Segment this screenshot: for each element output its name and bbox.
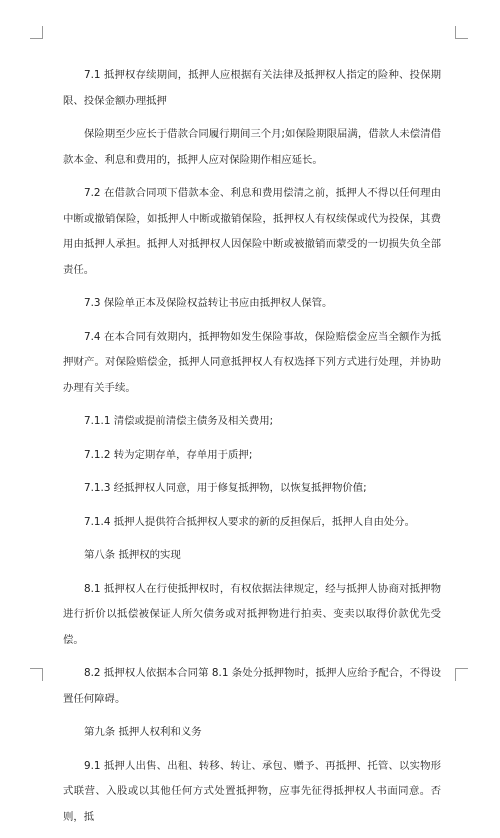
clause-7-1-2: 7.1.2 转为定期存单，存单用于质押; xyxy=(84,448,253,461)
crop-mark-top-left xyxy=(30,26,43,39)
crop-mark-bottom-right xyxy=(455,668,468,681)
crop-mark-top-right xyxy=(455,26,468,39)
clause-7-1-1: 7.1.1 清偿或提前清偿主债务及相关费用; xyxy=(84,415,274,427)
clause-9-1: 9.1 抵押人出售、出租、转移、转让、承包、赠予、再抵押、托管、以实物形式联营、入股或以其他任何方式处置抵押物，应事先征得抵押权人书面同意。否则，抵 xyxy=(63,759,441,823)
clause-8-1: 8.1 抵押权人在行使抵押权时，有权依据法律规定，经与抵押人协商对抵押物进行折价以抵偿被保证人所欠债务或对抵押物进行拍卖、变卖以取得价款优先受偿。 xyxy=(63,582,441,646)
clause-7-2: 7.2 在借款合同项下借款本金、利息和费用偿清之前，抵押人不得以任何理由中断或撤销保险，如抵押人中断或撤销保险，抵押权人有权续保或代为投保，其费用由抵押人承担。抵押人对抵押权人因保险中断或被撤销而蒙受的一切损失负全部责任。 xyxy=(63,187,441,276)
clause-8-2: 8.2 抵押权人依据本合同第 8.1 条处分抵押物时，抵押人应给予配合，不得设置任何障碍。 xyxy=(63,667,441,705)
clause-7-3: 7.3 保险单正本及保险权益转让书应由抵押权人保管。 xyxy=(84,297,333,309)
clause-7-1-insurance-period: 保险期至少应长于借款合同履行期间三个月;如保险期限届满，借款人未偿清借款本金、利息和费用的，抵押人应对保险期作相应延长。 xyxy=(63,128,441,166)
article-9-heading: 第九条 抵押人权利和义务 xyxy=(84,726,202,738)
clause-7-1: 7.1 抵押权存续期间，抵押人应根据有关法律及抵押权人指定的险种、投保期限、投保金额办理抵押 xyxy=(63,69,441,107)
document-body xyxy=(63,63,441,838)
crop-mark-bottom-left xyxy=(30,668,43,681)
article-8-heading: 第八条 抵押权的实现 xyxy=(84,549,181,561)
clause-7-1-4: 7.1.4 抵押人提供符合抵押权人要求的新的反担保后，抵押人自由处分。 xyxy=(84,515,416,528)
clause-7-1-3: 7.1.3 经抵押权人同意，用于修复抵押物，以恢复抵押物价值; xyxy=(84,482,367,494)
clause-7-4: 7.4 在本合同有效期内，抵押物如发生保险事故，保险赔偿金应当全额作为抵押财产。对保险赔偿金，抵押人同意抵押权人有权选择下列方式进行处理，并协助办理有关手续。 xyxy=(63,330,441,394)
